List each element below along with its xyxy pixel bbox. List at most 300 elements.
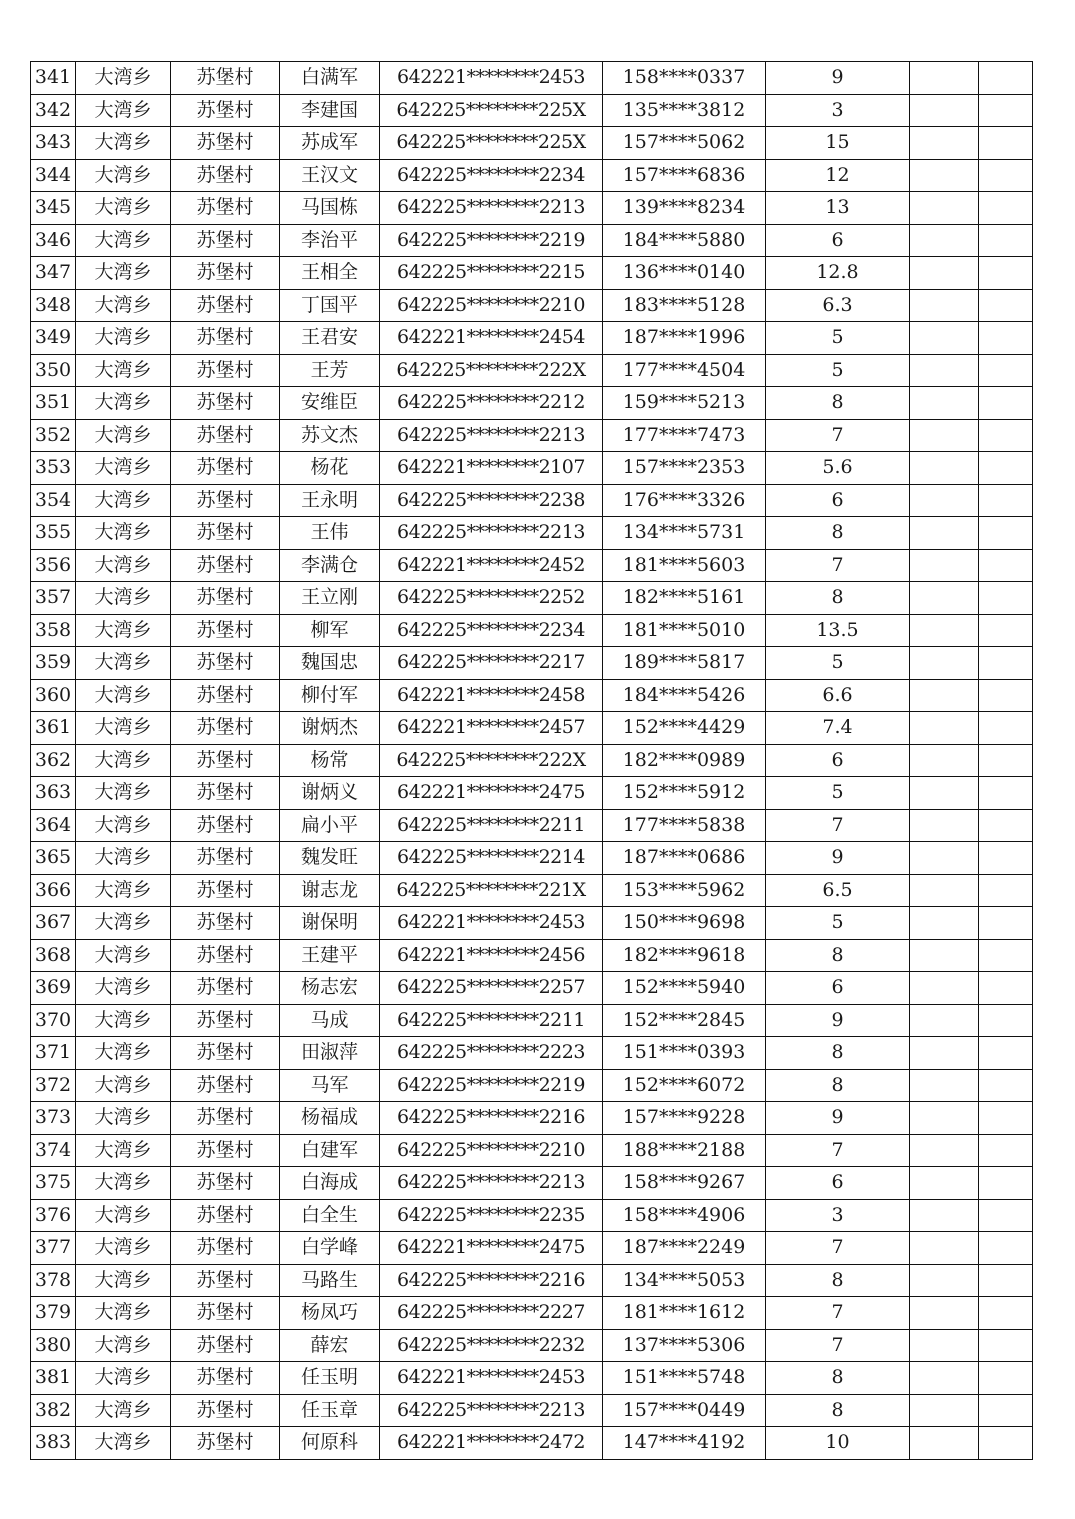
township-cell: 大湾乡 [76, 1069, 171, 1102]
village-cell: 苏堡村 [171, 127, 280, 160]
serial-number-cell: 376 [31, 1199, 76, 1232]
serial-number-cell: 346 [31, 224, 76, 257]
id-number-cell: 642221********2456 [380, 939, 603, 972]
name-cell: 杨花 [280, 452, 380, 485]
phone-cell: 177****5838 [603, 809, 766, 842]
village-cell: 苏堡村 [171, 1427, 280, 1460]
serial-number-cell: 378 [31, 1264, 76, 1297]
amount-cell: 6.3 [766, 289, 910, 322]
amount-cell: 9 [766, 1004, 910, 1037]
blank-cell-b [979, 1004, 1033, 1037]
blank-cell-a [910, 1037, 979, 1070]
phone-cell: 187****1996 [603, 322, 766, 355]
phone-cell: 153****5962 [603, 874, 766, 907]
amount-cell: 6 [766, 972, 910, 1005]
id-number-cell: 642221********2472 [380, 1427, 603, 1460]
amount-cell: 5 [766, 647, 910, 680]
village-cell: 苏堡村 [171, 1362, 280, 1395]
name-cell: 李治平 [280, 224, 380, 257]
serial-number-cell: 359 [31, 647, 76, 680]
id-number-cell: 642225********2234 [380, 614, 603, 647]
id-number-cell: 642225********2212 [380, 387, 603, 420]
blank-cell-b [979, 1069, 1033, 1102]
serial-number-cell: 350 [31, 354, 76, 387]
serial-number-cell: 347 [31, 257, 76, 290]
table-row [31, 257, 1033, 290]
table-row [31, 517, 1033, 550]
table-row [31, 809, 1033, 842]
phone-cell: 152****5940 [603, 972, 766, 1005]
phone-cell: 136****0140 [603, 257, 766, 290]
blank-cell-a [910, 972, 979, 1005]
serial-number-cell: 370 [31, 1004, 76, 1037]
phone-cell: 157****5062 [603, 127, 766, 160]
blank-cell-a [910, 192, 979, 225]
phone-cell: 151****5748 [603, 1362, 766, 1395]
township-cell: 大湾乡 [76, 777, 171, 810]
township-cell: 大湾乡 [76, 1004, 171, 1037]
village-cell: 苏堡村 [171, 972, 280, 1005]
phone-cell: 152****4429 [603, 712, 766, 745]
id-number-cell: 642225********2235 [380, 1199, 603, 1232]
village-cell: 苏堡村 [171, 679, 280, 712]
name-cell: 安维臣 [280, 387, 380, 420]
name-cell: 谢保明 [280, 907, 380, 940]
phone-cell: 158****0337 [603, 62, 766, 95]
table-row [31, 1232, 1033, 1265]
blank-cell-b [979, 777, 1033, 810]
blank-cell-b [979, 1232, 1033, 1265]
table-row [31, 1329, 1033, 1362]
serial-number-cell: 357 [31, 582, 76, 615]
blank-cell-a [910, 62, 979, 95]
amount-cell: 8 [766, 939, 910, 972]
phone-cell: 147****4192 [603, 1427, 766, 1460]
name-cell: 王建平 [280, 939, 380, 972]
township-cell: 大湾乡 [76, 1232, 171, 1265]
name-cell: 白学峰 [280, 1232, 380, 1265]
table-row [31, 354, 1033, 387]
township-cell: 大湾乡 [76, 452, 171, 485]
name-cell: 马路生 [280, 1264, 380, 1297]
township-cell: 大湾乡 [76, 647, 171, 680]
blank-cell-b [979, 744, 1033, 777]
village-cell: 苏堡村 [171, 452, 280, 485]
id-number-cell: 642225********2213 [380, 419, 603, 452]
amount-cell: 12 [766, 159, 910, 192]
village-cell: 苏堡村 [171, 1037, 280, 1070]
blank-cell-b [979, 614, 1033, 647]
serial-number-cell: 360 [31, 679, 76, 712]
blank-cell-a [910, 679, 979, 712]
blank-cell-b [979, 1199, 1033, 1232]
phone-cell: 188****2188 [603, 1134, 766, 1167]
village-cell: 苏堡村 [171, 224, 280, 257]
phone-cell: 157****2353 [603, 452, 766, 485]
table-row [31, 712, 1033, 745]
amount-cell: 6 [766, 1167, 910, 1200]
blank-cell-a [910, 354, 979, 387]
id-number-cell: 642221********2452 [380, 549, 603, 582]
village-cell: 苏堡村 [171, 614, 280, 647]
amount-cell: 6 [766, 224, 910, 257]
village-cell: 苏堡村 [171, 647, 280, 680]
phone-cell: 187****2249 [603, 1232, 766, 1265]
id-number-cell: 642225********2257 [380, 972, 603, 1005]
id-number-cell: 642221********2475 [380, 777, 603, 810]
table-row [31, 777, 1033, 810]
village-cell: 苏堡村 [171, 842, 280, 875]
township-cell: 大湾乡 [76, 1394, 171, 1427]
id-number-cell: 642225********2238 [380, 484, 603, 517]
amount-cell: 12.8 [766, 257, 910, 290]
name-cell: 谢炳杰 [280, 712, 380, 745]
blank-cell-a [910, 874, 979, 907]
amount-cell: 6 [766, 484, 910, 517]
blank-cell-a [910, 1004, 979, 1037]
amount-cell: 9 [766, 62, 910, 95]
blank-cell-b [979, 582, 1033, 615]
township-cell: 大湾乡 [76, 1199, 171, 1232]
blank-cell-b [979, 62, 1033, 95]
serial-number-cell: 371 [31, 1037, 76, 1070]
township-cell: 大湾乡 [76, 907, 171, 940]
village-cell: 苏堡村 [171, 289, 280, 322]
blank-cell-b [979, 712, 1033, 745]
name-cell: 扁小平 [280, 809, 380, 842]
township-cell: 大湾乡 [76, 614, 171, 647]
id-number-cell: 642221********2453 [380, 907, 603, 940]
name-cell: 谢志龙 [280, 874, 380, 907]
serial-number-cell: 375 [31, 1167, 76, 1200]
amount-cell: 7 [766, 1329, 910, 1362]
amount-cell: 13.5 [766, 614, 910, 647]
table-row [31, 1069, 1033, 1102]
township-cell: 大湾乡 [76, 517, 171, 550]
blank-cell-a [910, 1394, 979, 1427]
name-cell: 马成 [280, 1004, 380, 1037]
phone-cell: 134****5731 [603, 517, 766, 550]
phone-cell: 139****8234 [603, 192, 766, 225]
phone-cell: 176****3326 [603, 484, 766, 517]
blank-cell-b [979, 1394, 1033, 1427]
serial-number-cell: 343 [31, 127, 76, 160]
amount-cell: 8 [766, 517, 910, 550]
amount-cell: 3 [766, 94, 910, 127]
phone-cell: 181****5603 [603, 549, 766, 582]
table-row [31, 1134, 1033, 1167]
table-row [31, 1394, 1033, 1427]
phone-cell: 157****0449 [603, 1394, 766, 1427]
amount-cell: 8 [766, 582, 910, 615]
blank-cell-b [979, 354, 1033, 387]
amount-cell: 7.4 [766, 712, 910, 745]
township-cell: 大湾乡 [76, 289, 171, 322]
name-cell: 丁国平 [280, 289, 380, 322]
serial-number-cell: 365 [31, 842, 76, 875]
serial-number-cell: 369 [31, 972, 76, 1005]
village-cell: 苏堡村 [171, 484, 280, 517]
serial-number-cell: 344 [31, 159, 76, 192]
table-row [31, 1037, 1033, 1070]
blank-cell-b [979, 1329, 1033, 1362]
village-cell: 苏堡村 [171, 159, 280, 192]
village-cell: 苏堡村 [171, 874, 280, 907]
id-number-cell: 642225********2211 [380, 809, 603, 842]
id-number-cell: 642225********2210 [380, 289, 603, 322]
blank-cell-a [910, 1167, 979, 1200]
village-cell: 苏堡村 [171, 354, 280, 387]
blank-cell-b [979, 1427, 1033, 1460]
blank-cell-b [979, 224, 1033, 257]
blank-cell-a [910, 744, 979, 777]
blank-cell-b [979, 874, 1033, 907]
id-number-cell: 642225********225X [380, 94, 603, 127]
village-cell: 苏堡村 [171, 94, 280, 127]
village-cell: 苏堡村 [171, 777, 280, 810]
village-cell: 苏堡村 [171, 907, 280, 940]
blank-cell-b [979, 549, 1033, 582]
blank-cell-b [979, 517, 1033, 550]
blank-cell-a [910, 939, 979, 972]
blank-cell-b [979, 1134, 1033, 1167]
village-cell: 苏堡村 [171, 517, 280, 550]
phone-cell: 152****2845 [603, 1004, 766, 1037]
phone-cell: 181****5010 [603, 614, 766, 647]
table-row [31, 289, 1033, 322]
township-cell: 大湾乡 [76, 1134, 171, 1167]
village-cell: 苏堡村 [171, 1297, 280, 1330]
id-number-cell: 642225********2213 [380, 1167, 603, 1200]
id-number-cell: 642221********2107 [380, 452, 603, 485]
table-row [31, 1264, 1033, 1297]
village-cell: 苏堡村 [171, 809, 280, 842]
serial-number-cell: 363 [31, 777, 76, 810]
data-table [30, 61, 1033, 1460]
table-row [31, 387, 1033, 420]
name-cell: 杨志宏 [280, 972, 380, 1005]
blank-cell-b [979, 289, 1033, 322]
table-row [31, 939, 1033, 972]
phone-cell: 182****0989 [603, 744, 766, 777]
amount-cell: 10 [766, 1427, 910, 1460]
name-cell: 魏国忠 [280, 647, 380, 680]
blank-cell-b [979, 257, 1033, 290]
village-cell: 苏堡村 [171, 62, 280, 95]
table-row [31, 614, 1033, 647]
blank-cell-b [979, 679, 1033, 712]
serial-number-cell: 348 [31, 289, 76, 322]
serial-number-cell: 372 [31, 1069, 76, 1102]
village-cell: 苏堡村 [171, 1394, 280, 1427]
village-cell: 苏堡村 [171, 1134, 280, 1167]
id-number-cell: 642225********2215 [380, 257, 603, 290]
blank-cell-a [910, 257, 979, 290]
id-number-cell: 642225********2216 [380, 1102, 603, 1135]
phone-cell: 151****0393 [603, 1037, 766, 1070]
blank-cell-a [910, 1102, 979, 1135]
name-cell: 王相全 [280, 257, 380, 290]
id-number-cell: 642225********2234 [380, 159, 603, 192]
blank-cell-b [979, 387, 1033, 420]
phone-cell: 152****6072 [603, 1069, 766, 1102]
township-cell: 大湾乡 [76, 874, 171, 907]
blank-cell-a [910, 647, 979, 680]
table-row [31, 1102, 1033, 1135]
blank-cell-a [910, 94, 979, 127]
phone-cell: 177****4504 [603, 354, 766, 387]
id-number-cell: 642225********2223 [380, 1037, 603, 1070]
blank-cell-b [979, 1102, 1033, 1135]
table-row [31, 192, 1033, 225]
serial-number-cell: 373 [31, 1102, 76, 1135]
name-cell: 马国栋 [280, 192, 380, 225]
township-cell: 大湾乡 [76, 1362, 171, 1395]
township-cell: 大湾乡 [76, 127, 171, 160]
id-number-cell: 642225********2213 [380, 517, 603, 550]
amount-cell: 7 [766, 419, 910, 452]
phone-cell: 137****5306 [603, 1329, 766, 1362]
blank-cell-a [910, 1264, 979, 1297]
blank-cell-b [979, 907, 1033, 940]
serial-number-cell: 381 [31, 1362, 76, 1395]
amount-cell: 7 [766, 809, 910, 842]
blank-cell-a [910, 1232, 979, 1265]
amount-cell: 5 [766, 322, 910, 355]
amount-cell: 8 [766, 1037, 910, 1070]
township-cell: 大湾乡 [76, 1264, 171, 1297]
phone-cell: 182****5161 [603, 582, 766, 615]
township-cell: 大湾乡 [76, 1102, 171, 1135]
id-number-cell: 642225********222X [380, 354, 603, 387]
blank-cell-a [910, 777, 979, 810]
phone-cell: 182****9618 [603, 939, 766, 972]
township-cell: 大湾乡 [76, 419, 171, 452]
blank-cell-a [910, 224, 979, 257]
phone-cell: 157****6836 [603, 159, 766, 192]
id-number-cell: 642225********222X [380, 744, 603, 777]
amount-cell: 7 [766, 1297, 910, 1330]
blank-cell-a [910, 842, 979, 875]
table-row [31, 549, 1033, 582]
village-cell: 苏堡村 [171, 1199, 280, 1232]
blank-cell-a [910, 1427, 979, 1460]
township-cell: 大湾乡 [76, 809, 171, 842]
amount-cell: 6.5 [766, 874, 910, 907]
village-cell: 苏堡村 [171, 387, 280, 420]
serial-number-cell: 345 [31, 192, 76, 225]
blank-cell-b [979, 192, 1033, 225]
name-cell: 柳军 [280, 614, 380, 647]
phone-cell: 184****5426 [603, 679, 766, 712]
name-cell: 杨福成 [280, 1102, 380, 1135]
phone-cell: 157****9228 [603, 1102, 766, 1135]
blank-cell-a [910, 1329, 979, 1362]
blank-cell-b [979, 939, 1033, 972]
name-cell: 王芳 [280, 354, 380, 387]
name-cell: 薛宏 [280, 1329, 380, 1362]
amount-cell: 5.6 [766, 452, 910, 485]
township-cell: 大湾乡 [76, 549, 171, 582]
name-cell: 李建国 [280, 94, 380, 127]
table-row [31, 679, 1033, 712]
serial-number-cell: 356 [31, 549, 76, 582]
amount-cell: 7 [766, 549, 910, 582]
name-cell: 魏发旺 [280, 842, 380, 875]
blank-cell-b [979, 809, 1033, 842]
amount-cell: 13 [766, 192, 910, 225]
township-cell: 大湾乡 [76, 679, 171, 712]
amount-cell: 8 [766, 1069, 910, 1102]
table-row [31, 1004, 1033, 1037]
amount-cell: 9 [766, 1102, 910, 1135]
serial-number-cell: 379 [31, 1297, 76, 1330]
township-cell: 大湾乡 [76, 322, 171, 355]
serial-number-cell: 380 [31, 1329, 76, 1362]
phone-cell: 187****0686 [603, 842, 766, 875]
blank-cell-a [910, 289, 979, 322]
amount-cell: 8 [766, 1394, 910, 1427]
name-cell: 任玉明 [280, 1362, 380, 1395]
table-row [31, 159, 1033, 192]
township-cell: 大湾乡 [76, 1329, 171, 1362]
serial-number-cell: 362 [31, 744, 76, 777]
table-row [31, 484, 1033, 517]
id-number-cell: 642225********225X [380, 127, 603, 160]
table-row [31, 419, 1033, 452]
blank-cell-b [979, 159, 1033, 192]
blank-cell-a [910, 1069, 979, 1102]
phone-cell: 150****9698 [603, 907, 766, 940]
blank-cell-a [910, 712, 979, 745]
amount-cell: 3 [766, 1199, 910, 1232]
blank-cell-a [910, 1362, 979, 1395]
blank-cell-b [979, 1264, 1033, 1297]
township-cell: 大湾乡 [76, 972, 171, 1005]
blank-cell-b [979, 647, 1033, 680]
village-cell: 苏堡村 [171, 192, 280, 225]
name-cell: 任玉章 [280, 1394, 380, 1427]
table-row [31, 1427, 1033, 1460]
township-cell: 大湾乡 [76, 842, 171, 875]
village-cell: 苏堡村 [171, 322, 280, 355]
village-cell: 苏堡村 [171, 1004, 280, 1037]
township-cell: 大湾乡 [76, 712, 171, 745]
table-body [31, 62, 1033, 1460]
village-cell: 苏堡村 [171, 744, 280, 777]
name-cell: 谢炳义 [280, 777, 380, 810]
id-number-cell: 642221********2453 [380, 62, 603, 95]
id-number-cell: 642225********2214 [380, 842, 603, 875]
id-number-cell: 642225********2213 [380, 1394, 603, 1427]
serial-number-cell: 367 [31, 907, 76, 940]
amount-cell: 15 [766, 127, 910, 160]
township-cell: 大湾乡 [76, 744, 171, 777]
serial-number-cell: 341 [31, 62, 76, 95]
serial-number-cell: 383 [31, 1427, 76, 1460]
name-cell: 苏文杰 [280, 419, 380, 452]
name-cell: 杨凤巧 [280, 1297, 380, 1330]
blank-cell-a [910, 907, 979, 940]
village-cell: 苏堡村 [171, 1329, 280, 1362]
amount-cell: 5 [766, 354, 910, 387]
serial-number-cell: 352 [31, 419, 76, 452]
amount-cell: 6 [766, 744, 910, 777]
id-number-cell: 642221********2454 [380, 322, 603, 355]
table-row [31, 582, 1033, 615]
name-cell: 王立刚 [280, 582, 380, 615]
village-cell: 苏堡村 [171, 1264, 280, 1297]
